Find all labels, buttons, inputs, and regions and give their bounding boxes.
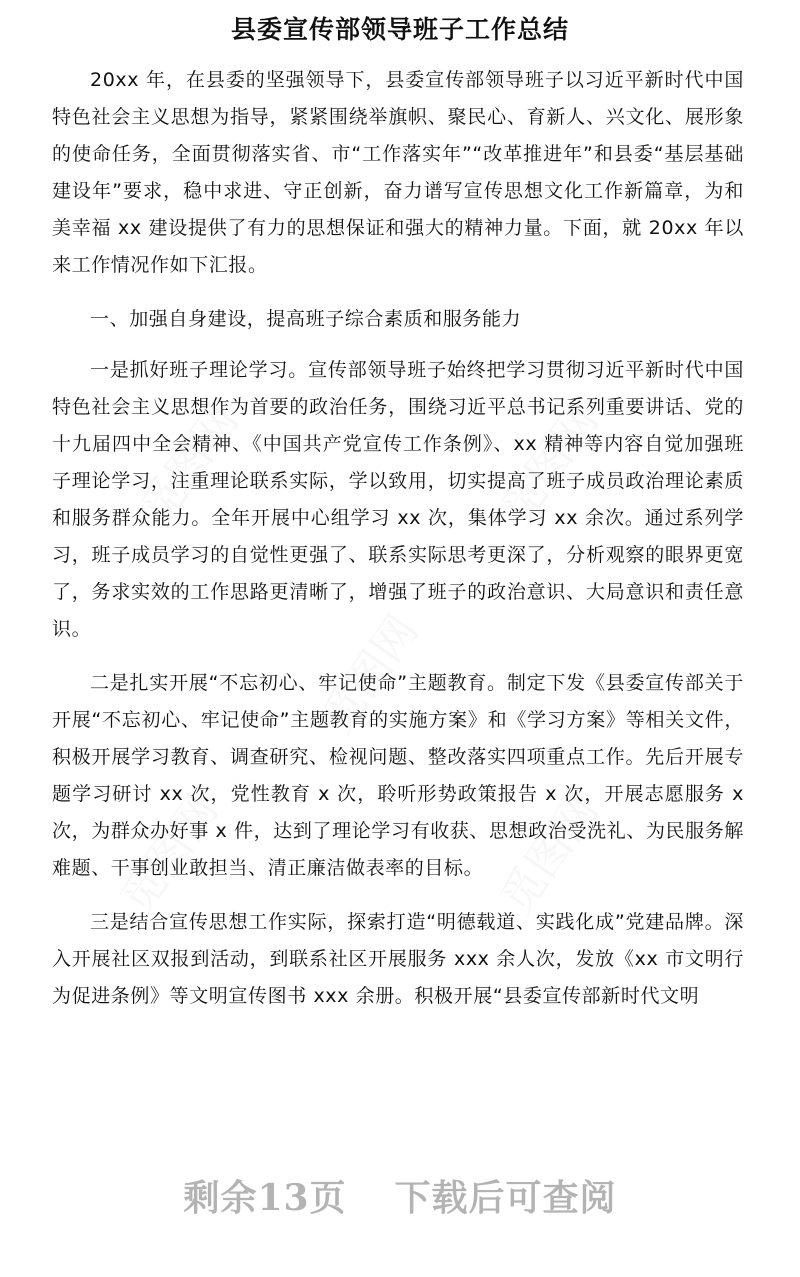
remaining-pages-text: 剩余13页 (183, 1177, 347, 1219)
body-paragraph: 一是抓好班子理论学习。宣传部领导班子始终把学习贯彻习近平新时代中国特色社会主义思想作为首要的政治任务，围绕习近平总书记系列重要讲话、党的十九届四中全会精神、《中国共产党宣传工作条例》、xx 精神等内容自觉加强班子理论学习，注重理论联系实际，学以致用，切实提高了班子成员政治理论素质和服务群众能力。全年开展中心组学习 xx 次，集体学习 xx 余次。通过系列学习，班子成员学习的自觉性更强了、联系实际思考更深了，分析观察的眼界更宽了，务求实效的工作思路更清晰了，增强了班子的政治意识、大局意识和责任意识。 (52, 359, 744, 640)
remaining-pages-banner[interactable] (0, 1170, 800, 1226)
document-body (52, 62, 744, 1032)
intro-paragraph: 20xx 年，在县委的坚强领导下，县委宣传部领导班子以习近平新时代中国特色社会主义思想为指导，紧紧围绕举旗帜、聚民心、育新人、兴文化、展形象的使命任务，全面贯彻落实省、市“工作落实年”“改革推进年”和县委“基层基础建设年”要求，稳中求进、守正创新，奋力谱写宣传思想文化工作新篇章，为和美幸福 xx 建设提供了有力的思想保证和强大的精神力量。下面，就 20xx 年以来工作情况作如下汇报。 (52, 69, 744, 276)
download-hint-text: 下载后可查阅 (394, 1177, 617, 1219)
watermark: 觅图网 (130, 395, 249, 534)
section-heading: 一、加强自身建设，提高班子综合素质和服务能力 (90, 308, 522, 330)
body-paragraph: 三是结合宣传思想工作实际，探索打造“明德载道、实践化成”党建品牌。深入开展社区双报到活动，到联系社区开展服务 xxx 余人次，发放《xx 市文明行为促进条例》等文明宣传图书 xxx 余册。积极开展“县委宣传部新时代文明 (52, 911, 744, 1007)
document-title: 县委宣传部领导班子工作总结 (230, 15, 569, 44)
watermark: 觅图网 (310, 605, 429, 744)
watermark: 觅图网 (490, 395, 609, 534)
body-paragraph: 二是扎实开展“不忘初心、牢记使命”主题教育。制定下发《县委宣传部关于开展“不忘初心、牢记使命”主题教育的实施方案》和《学习方案》等相关文件，积极开展学习教育、调查研究、检视问题、整改落实四项重点工作。先后开展专题学习研讨 xx 次，党性教育 x 次，聆听形势政策报告 x 次，开展志愿服务 x 次，为群众办好事 x 件，达到了理论学习有收获、思想政治受洗礼、为民服务解难题、干事创业敢担当、清正廉洁做表率的目标。 (52, 672, 744, 879)
watermark: 觅图网 (110, 785, 229, 924)
watermark: 觅图网 (490, 785, 609, 924)
